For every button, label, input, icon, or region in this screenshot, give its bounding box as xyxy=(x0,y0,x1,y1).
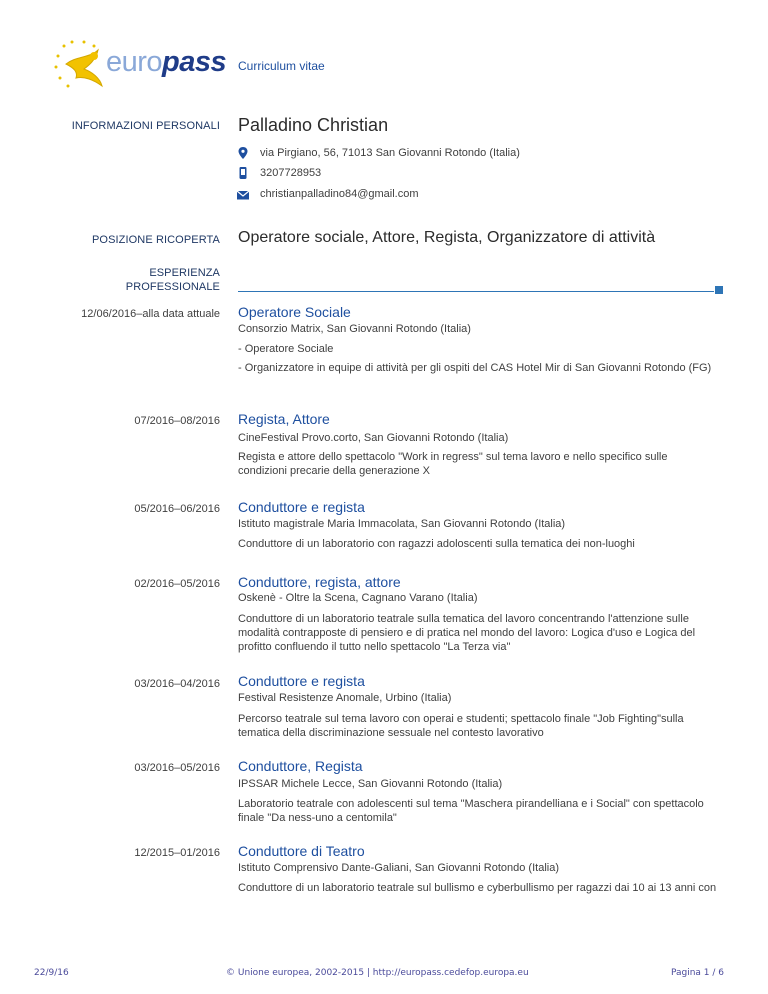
logo-euro-text: euro xyxy=(106,46,163,78)
footer-copyright: © Unione europea, 2002-2015 | http://europass.cedefop.europa.eu xyxy=(226,968,529,978)
entry-description: Conduttore di un laboratorio teatrale sulla tematica del lavoro concentrando l'attenzione sulle modalità contrapposte di pensiero e di pratica nel mondo del lavoro: Logica d'uso e Logica del profitto confluendo il tutto nello spettacolo "La Terza via" xyxy=(238,613,696,653)
personal-info-label: INFORMAZIONI PERSONALI xyxy=(71,120,220,132)
phone-text: 3207728953 xyxy=(260,167,322,179)
entry-date: 12/06/2016–alla data attuale xyxy=(81,308,220,320)
position-label: POSIZIONE RICOPERTA xyxy=(91,234,220,246)
map-pin-icon xyxy=(236,146,250,160)
entry-date: 03/2016–05/2016 xyxy=(134,762,220,774)
entry-date: 12/2015–01/2016 xyxy=(134,847,220,859)
entry-date: 05/2016–06/2016 xyxy=(134,503,220,515)
entry-employer: CineFestival Provo.corto, San Giovanni Rotondo (Italia) xyxy=(238,432,509,444)
mobile-phone-icon xyxy=(236,166,250,180)
entry-employer: Festival Resistenze Anomale, Urbino (Italia) xyxy=(238,692,452,704)
europass-logo xyxy=(50,36,225,92)
envelope-icon xyxy=(236,188,250,202)
footer-page-number: Pagina 1 / 6 xyxy=(670,968,724,978)
email-text: christianpalladino84@gmail.com xyxy=(260,188,419,200)
entry-description: Regista e attore dello spettacolo "Work in regress" sul tema lavoro e nello specifico sulle condizioni precarie della generazione X xyxy=(238,451,668,477)
experience-label-line1: ESPERIENZA xyxy=(149,267,220,279)
entry-employer: Istituto magistrale Maria Immacolata, San Giovanni Rotondo (Italia) xyxy=(238,518,566,530)
entry-employer: Oskenè - Oltre la Scena, Cagnano Varano (Italia) xyxy=(238,592,478,604)
entry-employer: Istituto Comprensivo Dante-Galiani, San Giovanni Rotondo (Italia) xyxy=(238,862,559,874)
entry-description: Conduttore di un laboratorio con ragazzi adoloscenti sulla tematica dei non-luoghi xyxy=(238,538,635,550)
position-value: Operatore sociale, Attore, Regista, Organizzatore di attività xyxy=(238,229,656,246)
entry-employer: IPSSAR Michele Lecce, San Giovanni Rotondo (Italia) xyxy=(238,778,503,790)
entry-description: - Operatore Sociale xyxy=(238,343,334,355)
candidate-name: Palladino Christian xyxy=(238,115,389,135)
entry-description: Laboratorio teatrale con adolescenti sul tema "Maschera pirandelliana e i Social" con spettacolo finale "Da ness-uno a centomila" xyxy=(238,798,704,824)
entry-description: Conduttore di un laboratorio teatrale sul bullismo e cyberbullismo per ragazzi dai 10 ai 13 anni con xyxy=(238,882,717,894)
doc-title: Curriculum vitae xyxy=(238,59,325,73)
entry-date: 07/2016–08/2016 xyxy=(134,415,220,427)
address-text: via Pirgiano, 56, 71013 San Giovanni Rotondo (Italia) xyxy=(260,147,520,159)
entry-title: Conduttore e regista xyxy=(238,499,365,515)
entry-description: - Organizzatore in equipe di attività per gli ospiti del CAS Hotel Mir di San Giovanni Rotondo (FG) xyxy=(238,362,712,374)
entry-description: Percorso teatrale sul tema lavoro con operai e studenti; spettacolo finale "Job Fighting"sulla tematica della discriminazione sessuale nel contesto lavorativo xyxy=(238,713,684,739)
entry-employer: Consorzio Matrix, San Giovanni Rotondo (Italia) xyxy=(238,323,471,335)
section-rule xyxy=(238,291,714,292)
entry-title: Operatore Sociale xyxy=(238,304,351,320)
entry-date: 03/2016–04/2016 xyxy=(134,678,220,690)
entry-title: Conduttore, Regista xyxy=(238,758,363,774)
section-rule-marker xyxy=(715,286,723,294)
entry-title: Conduttore, regista, attore xyxy=(238,574,401,590)
logo-pass-text: pass xyxy=(162,46,227,78)
footer-date: 22/9/16 xyxy=(34,968,69,978)
entry-title: Conduttore di Teatro xyxy=(238,843,365,859)
experience-label-line2: PROFESSIONALE xyxy=(125,281,220,293)
entry-date: 02/2016–05/2016 xyxy=(134,578,220,590)
entry-title: Regista, Attore xyxy=(238,411,330,427)
entry-title: Conduttore e regista xyxy=(238,673,365,689)
